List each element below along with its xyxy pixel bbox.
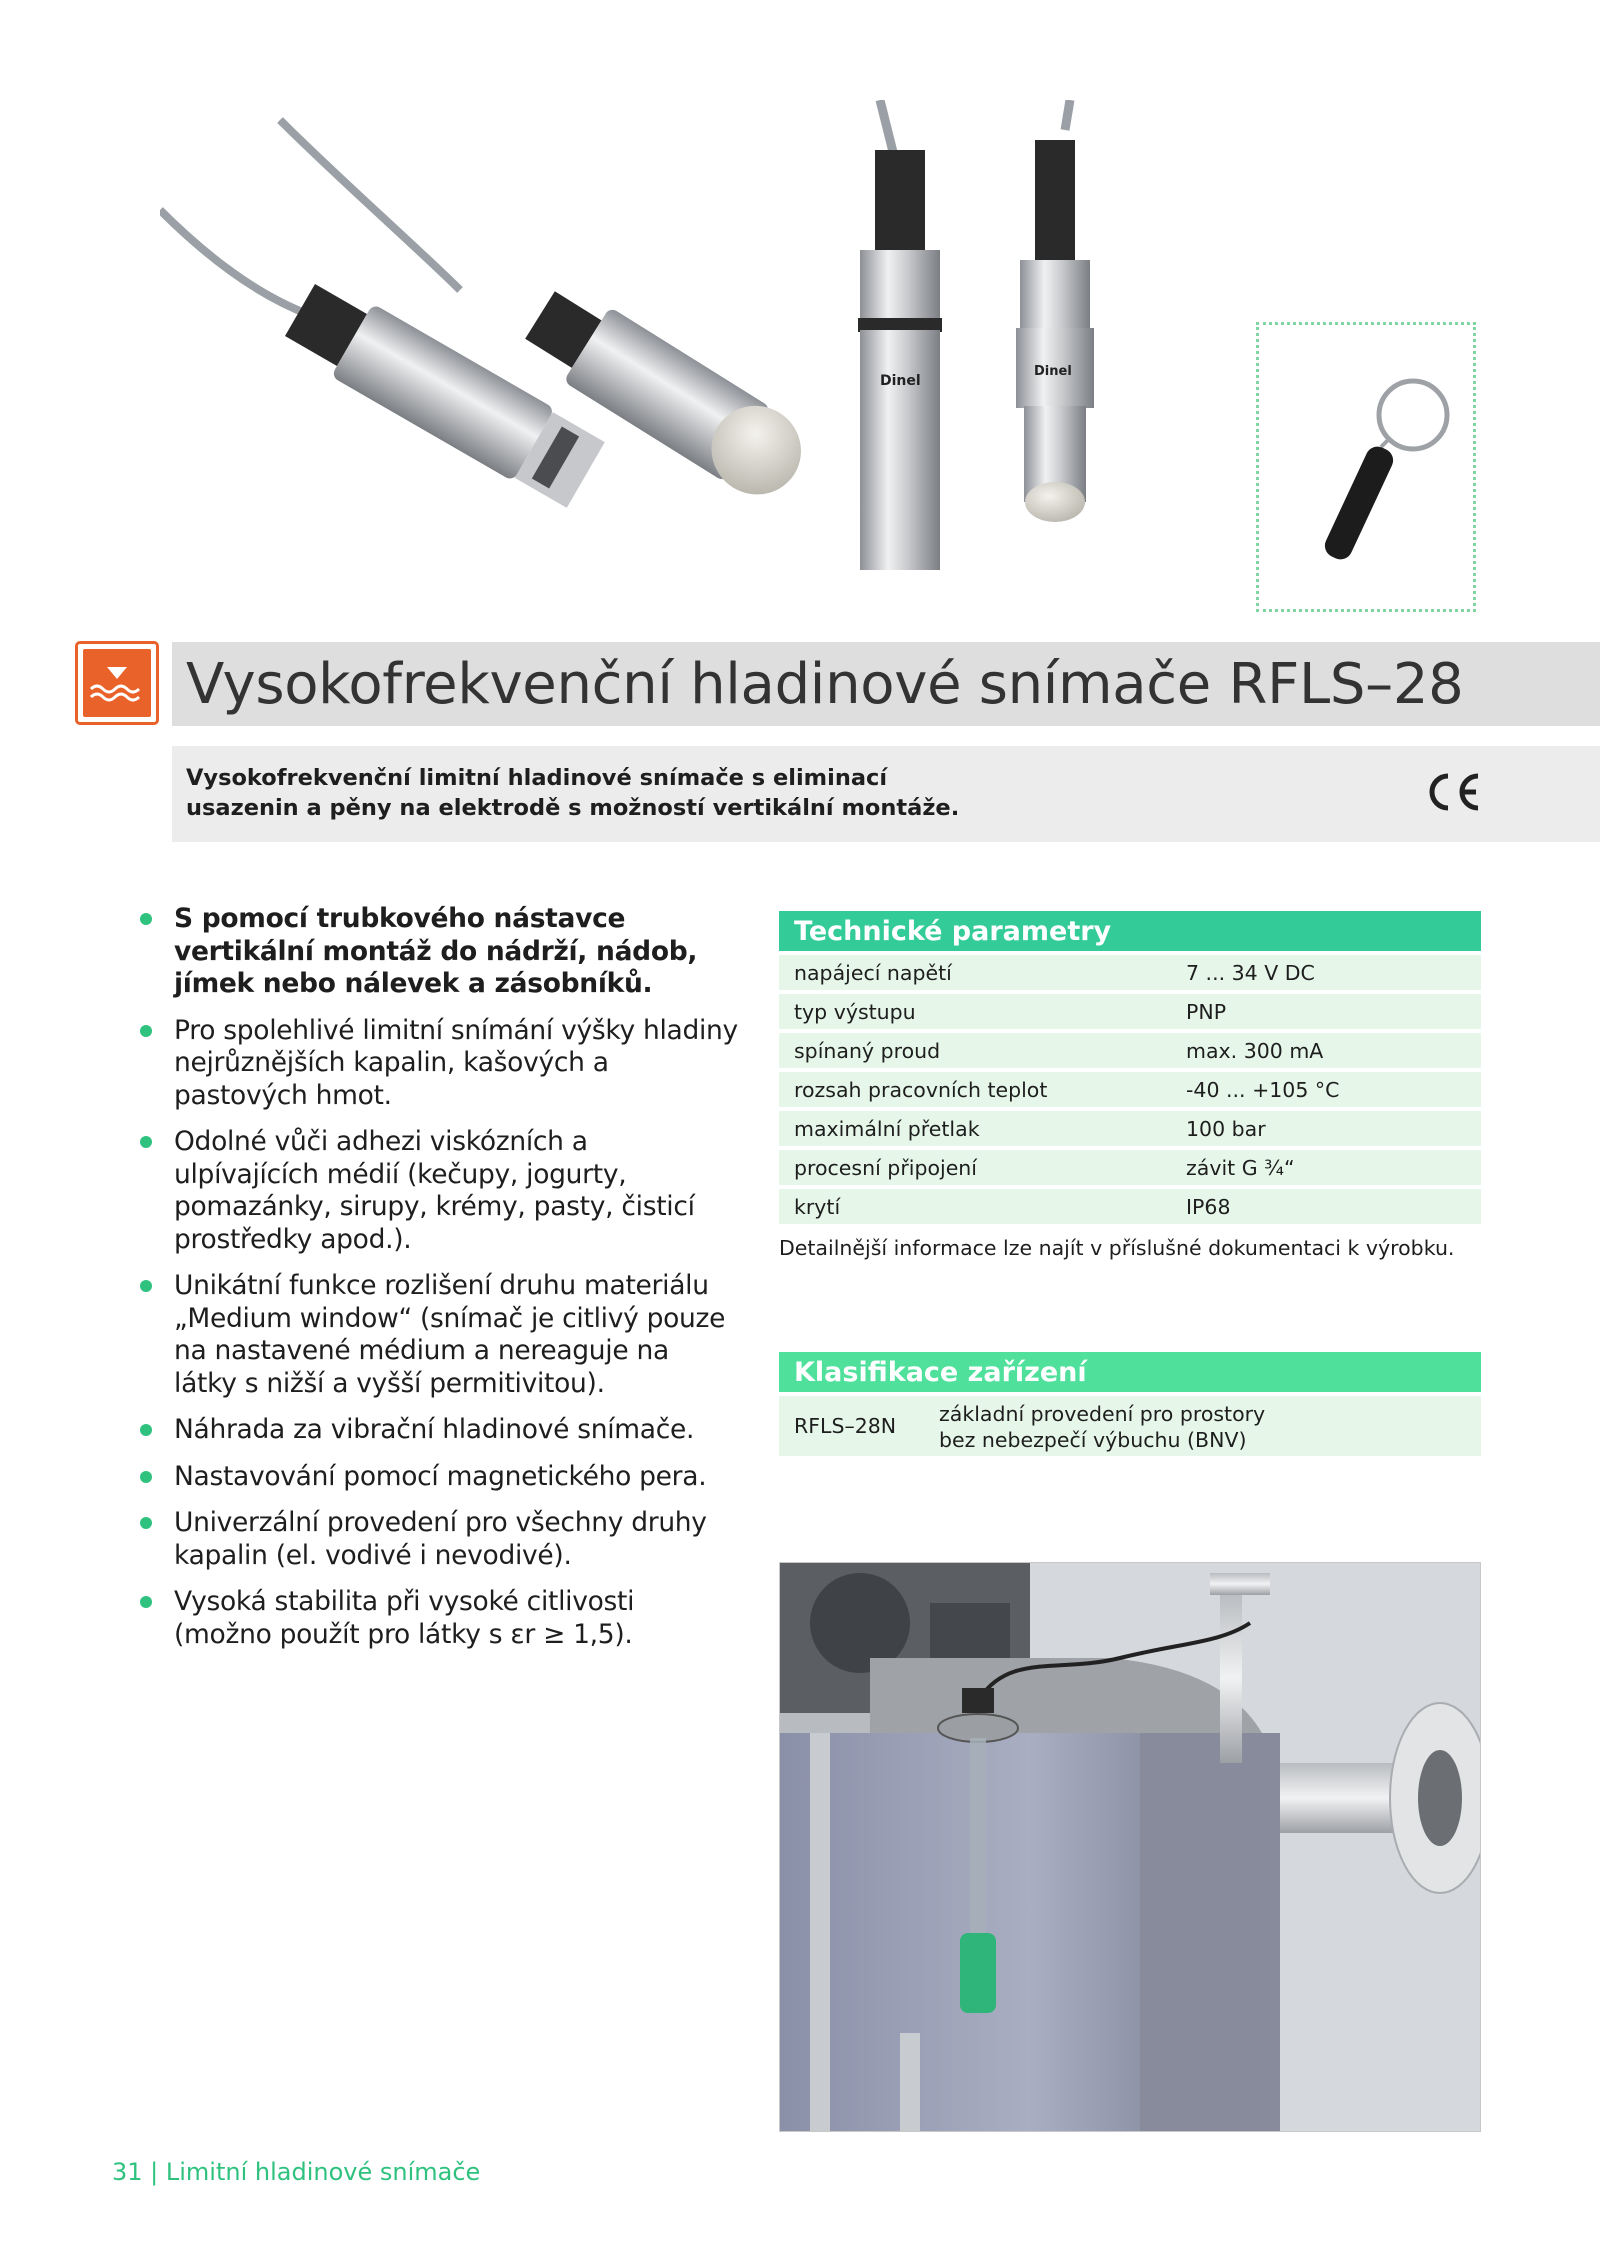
- feature-text: Vysoká stabilita při vysoké citlivosti (možno použít pro látky s εr ≥ 1,5).: [174, 1586, 635, 1650]
- classification-desc-line-1: základní provedení pro prostory: [939, 1402, 1266, 1426]
- feature-item: [138, 1461, 738, 1494]
- tech-row: [779, 1072, 1481, 1107]
- feature-text: S pomocí trubkového nástavce vertikální montáž do nádrží, nádob, jímek nebo nálevek a zásobníků.: [174, 903, 698, 999]
- feature-item: [138, 1414, 738, 1447]
- product-photo: [160, 100, 1180, 620]
- subtitle: [186, 763, 966, 823]
- bullet-icon: [140, 1517, 152, 1529]
- tech-row: [779, 1111, 1481, 1146]
- brand-label: Dinel: [880, 373, 921, 389]
- tech-param-value: 7 ... 34 V DC: [1186, 961, 1315, 985]
- tech-param-name: krytí: [794, 1195, 841, 1219]
- bullet-icon: [140, 1471, 152, 1483]
- tech-params-table: [779, 955, 1481, 1228]
- bullet-icon: [140, 1424, 152, 1436]
- tech-param-value: 100 bar: [1186, 1117, 1266, 1141]
- tech-row: [779, 1150, 1481, 1185]
- tech-param-name: maximální přetlak: [794, 1117, 980, 1141]
- tech-row: [779, 1033, 1481, 1068]
- classification-code: RFLS–28N: [794, 1414, 897, 1438]
- feature-item: [138, 1507, 738, 1572]
- subtitle-line-2: usazenin a pěny na elektrodě s možností vertikální montáže.: [186, 795, 960, 821]
- tech-param-name: rozsah pracovních teplot: [794, 1078, 1048, 1102]
- feature-text: Odolné vůči adhezi viskózních a ulpívajících médií (kečupy, jogurty, pomazánky, sirupy, krémy, pasty, čisticí prostředky apod.).: [174, 1126, 695, 1255]
- svg-text:Dinel: Dinel: [1034, 364, 1072, 379]
- tech-row: [779, 994, 1481, 1029]
- tech-note: Detailnější informace lze najít v příslušné dokumentaci k výrobku.: [779, 1236, 1455, 1260]
- liquid-level-icon: [75, 641, 159, 725]
- bullet-icon: [140, 1280, 152, 1292]
- feature-item: [138, 1126, 738, 1256]
- feature-text: Unikátní funkce rozlišení druhu materiálu „Medium window“ (snímač je citlivý pouze na nastavené médium a nereaguje na látky s nižší a vyšší permitivitou).: [174, 1270, 726, 1399]
- feature-item: [138, 1586, 738, 1651]
- feature-item: [138, 903, 738, 1001]
- tech-param-name: napájecí napětí: [794, 961, 952, 985]
- page-footer: 31 | Limitní hladinové snímače: [112, 2158, 481, 2186]
- tech-param-name: procesní připojení: [794, 1156, 977, 1180]
- magnetic-pen-icon: [1259, 325, 1473, 609]
- tech-param-value: IP68: [1186, 1195, 1231, 1219]
- tech-row: [779, 1189, 1481, 1224]
- bullet-icon: [140, 1596, 152, 1608]
- bullet-icon: [140, 913, 152, 925]
- feature-item: [138, 1270, 738, 1400]
- tech-param-name: spínaný proud: [794, 1039, 941, 1063]
- tech-params-heading: Technické parametry: [779, 911, 1481, 951]
- classification-description: [939, 1401, 1439, 1453]
- bullet-icon: [140, 1025, 152, 1037]
- feature-text: Univerzální provedení pro všechny druhy kapalin (el. vodivé i nevodivé).: [174, 1507, 707, 1571]
- subtitle-line-1: Vysokofrekvenční limitní hladinové snímače s eliminací: [186, 765, 888, 791]
- tech-param-value: PNP: [1186, 1000, 1227, 1024]
- tech-param-value: max. 300 mA: [1186, 1039, 1324, 1063]
- feature-text: Náhrada za vibrační hladinové snímače.: [174, 1414, 695, 1445]
- feature-list: [138, 903, 738, 1665]
- classification-heading: Klasifikace zařízení: [779, 1352, 1481, 1392]
- installation-illustration: [779, 1562, 1481, 2132]
- tech-param-value: -40 ... +105 °C: [1186, 1078, 1340, 1102]
- feature-text: Nastavování pomocí magnetického pera.: [174, 1460, 707, 1492]
- ce-mark-icon: [1424, 770, 1482, 814]
- feature-item: [138, 1015, 738, 1113]
- tech-param-value: závit G ¾“: [1186, 1156, 1295, 1180]
- magnetic-pen-photo: [1256, 322, 1476, 612]
- bullet-icon: [140, 1136, 152, 1148]
- classification-desc-line-2: bez nebezpečí výbuchu (BNV): [939, 1428, 1247, 1452]
- tech-row: [779, 955, 1481, 990]
- page-title: Vysokofrekvenční hladinové snímače RFLS–28: [186, 652, 1464, 717]
- tech-param-name: typ výstupu: [794, 1000, 916, 1024]
- feature-text: Pro spolehlivé limitní snímání výšky hladiny nejrůznějších kapalin, kašových a pastových hmot.: [174, 1014, 738, 1111]
- classification-row: [779, 1396, 1481, 1456]
